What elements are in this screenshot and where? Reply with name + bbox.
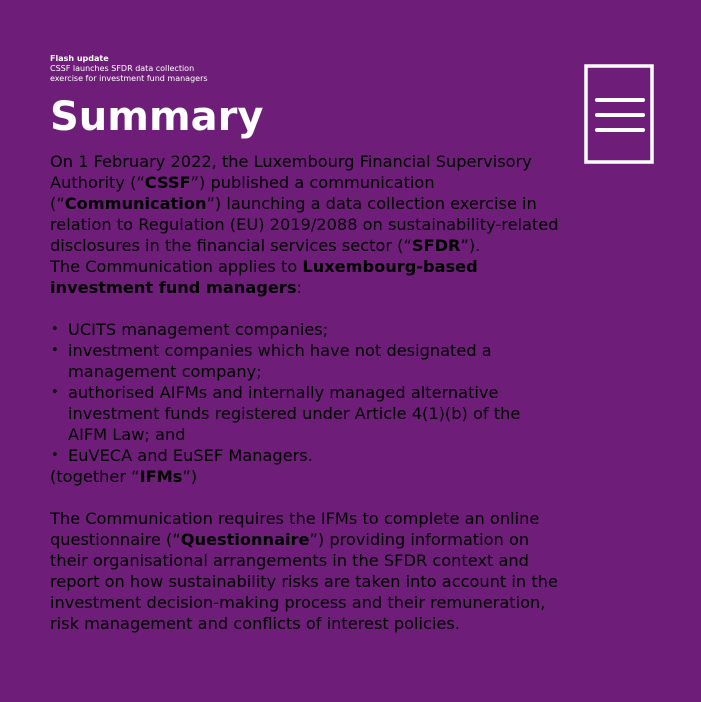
intro-text-2: ”) published a communication (“ bbox=[50, 173, 435, 213]
fund-managers-term: Luxembourg-based investment fund managers bbox=[50, 257, 478, 297]
flash-update-label: Flash update bbox=[50, 54, 109, 63]
intro-paragraph bbox=[50, 151, 560, 256]
intro-text-4: ”). bbox=[460, 236, 481, 255]
list-item: • investment companies which have not designated a management company; bbox=[50, 340, 560, 382]
intro-text-1: On 1 February 2022, the Luxembourg Financial Supervisory Authority (“ bbox=[50, 152, 532, 192]
intro-text-3: ”) launching a data collection exercise in relation to Regulation (EU) 2019/2088 on sustainability-related disclosures in the financial services sector (“ bbox=[50, 194, 559, 255]
spacer bbox=[50, 298, 560, 319]
list-item: • authorised AIFMs and internally managed alternative investment funds registered under Article 4(1)(b) of the AIFM Law; and bbox=[50, 382, 560, 445]
questionnaire-term: Questionnaire bbox=[180, 530, 310, 549]
ifm-list bbox=[50, 319, 560, 466]
together-text-1: (together “ bbox=[50, 467, 140, 486]
questionnaire-text-1: The Communication requires the IFMs to complete an online questionnaire (“ bbox=[50, 509, 540, 549]
page-title: Summary bbox=[50, 94, 264, 140]
scope-text-1: The Communication applies to bbox=[50, 257, 303, 276]
sfdr-term: SFDR bbox=[411, 236, 461, 255]
scope-paragraph bbox=[50, 256, 560, 298]
document-icon bbox=[584, 64, 654, 164]
ifms-term: IFMs bbox=[139, 467, 183, 486]
together-text-2: ”) bbox=[182, 467, 198, 486]
flash-update-header bbox=[50, 54, 208, 84]
flash-subtitle-line2: exercise for investment fund managers bbox=[50, 74, 208, 83]
flash-subtitle-line1: CSSF launches SFDR data collection bbox=[50, 64, 195, 73]
together-line bbox=[50, 466, 560, 487]
communication-term: Communication bbox=[64, 194, 207, 213]
summary-body bbox=[50, 151, 560, 634]
questionnaire-text-2: ”) providing information on their organisational arrangements in the SFDR context and report on how sustainability risks are taken into account in the investment decision-making process and their remuneration, risk management and conflicts of interest policies. bbox=[50, 530, 558, 633]
list-item: • EuVECA and EuSEF Managers. bbox=[50, 445, 560, 466]
scope-text-2: : bbox=[296, 278, 302, 297]
spacer bbox=[50, 487, 560, 508]
cssf-term: CSSF bbox=[144, 173, 191, 192]
questionnaire-paragraph bbox=[50, 508, 560, 634]
list-item: • UCITS management companies; bbox=[50, 319, 560, 340]
